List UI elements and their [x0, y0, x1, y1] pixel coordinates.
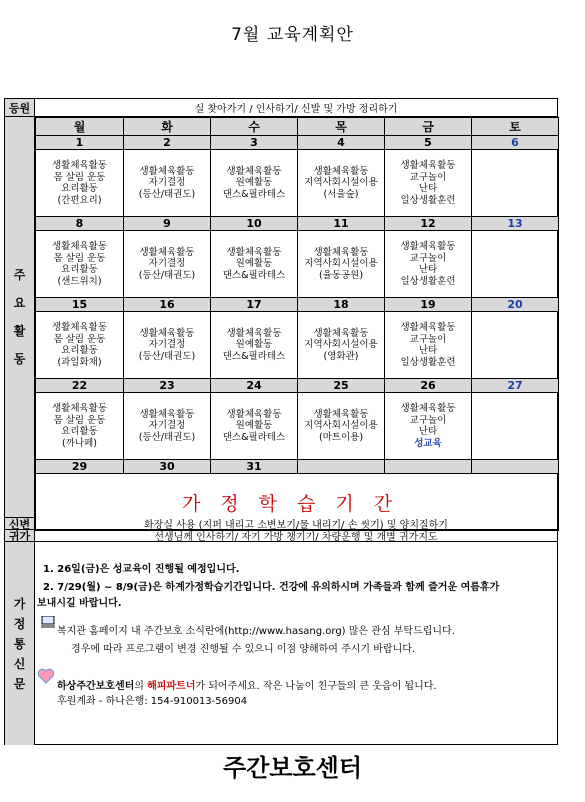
activity-line: 원예활동 — [235, 177, 273, 189]
activity-line: (율동공원) — [318, 269, 364, 281]
activity-row — [36, 393, 559, 460]
date-cell: 25 — [298, 379, 385, 393]
date-cell: 24 — [211, 379, 298, 393]
activity-line: 생활체육활동 — [139, 165, 195, 177]
newsletter-body — [35, 542, 557, 744]
activity-line: 난타 — [418, 264, 438, 275]
hygiene-label: 신변 — [5, 518, 35, 530]
activity-line: 자기결정 — [148, 177, 186, 189]
website-notice: 복지관 홈페이지 내 주간보호 소식란에(http://www.hasang.org) 많은 관심 부탁드립니다. — [57, 626, 455, 637]
activity-cell — [385, 231, 472, 298]
donation-text-2: 가 되어주세요. 작은 나눔이 친구들의 큰 웃음이 됩니다. — [195, 681, 437, 692]
newsletter-label — [5, 542, 35, 745]
date-cell: 29 — [36, 460, 124, 474]
date-cell: 26 — [385, 379, 472, 393]
activity-line: 지역사회시설이용 — [304, 258, 378, 270]
activity-line: 일상생활훈련 — [400, 275, 456, 287]
activity-line: 댄스&필라테스 — [222, 269, 286, 281]
activity-line: (서울숲) — [323, 188, 359, 200]
date-cell: 2 — [124, 136, 211, 150]
activity-line: (등산/태권도) — [138, 269, 196, 281]
label-char: 문 — [13, 676, 26, 691]
date-cell: 19 — [385, 298, 472, 312]
activity-line: 지역사회시설이용 — [304, 177, 378, 189]
activity-line: 생활체육활동 — [139, 327, 195, 339]
activity-cell — [472, 312, 559, 379]
activity-cell — [385, 312, 472, 379]
activity-line: 생활체육활동 — [51, 241, 108, 252]
heart-icon — [37, 668, 55, 687]
activity-cell — [298, 312, 385, 379]
activity-line: 일상생활훈련 — [400, 356, 456, 368]
activity-cell — [385, 150, 472, 217]
activity-line: 요리활동 — [61, 264, 98, 275]
day-header: 금 — [385, 118, 472, 136]
activity-line: 일상생활훈련 — [400, 194, 456, 206]
going-home-text: 선생님께 인사하기/ 자기 가방 챙기기/ 차량운행 및 개별 귀가지도 — [35, 530, 557, 542]
calendar — [35, 117, 559, 531]
day-header: 화 — [124, 118, 211, 136]
activity-line: 자기결정 — [148, 420, 186, 432]
activity-line: (간편요리) — [57, 194, 102, 206]
day-header: 월 — [36, 118, 124, 136]
date-cell: 9 — [124, 217, 211, 231]
activity-line: 생활체육활동 — [226, 246, 282, 258]
activity-line: 생활체육활동 — [400, 322, 456, 333]
date-cell: 3 — [211, 136, 298, 150]
date-row — [36, 298, 559, 312]
activity-line: 원예활동 — [235, 258, 273, 270]
activity-line: 요리활동 — [61, 345, 98, 356]
date-row — [36, 136, 559, 150]
activity-cell — [36, 312, 124, 379]
activity-cell — [36, 150, 124, 217]
label-char: 통 — [13, 636, 26, 651]
activity-line: 생활체육활동 — [226, 408, 282, 420]
activity-line: (과일화채) — [57, 356, 102, 368]
label-char: 요 — [13, 296, 26, 310]
activity-line: 생활체육활동 — [400, 160, 456, 171]
activity-line: 교구놀이 — [409, 252, 447, 264]
date-cell: 16 — [124, 298, 211, 312]
activity-line: 댄스&필라테스 — [222, 188, 286, 200]
activity-line: 자기결정 — [148, 339, 186, 351]
activity-line: 교구놀이 — [409, 414, 447, 426]
label-char: 활 — [13, 324, 26, 338]
activity-cell — [298, 150, 385, 217]
date-row — [36, 379, 559, 393]
activity-line: 교구놀이 — [409, 333, 447, 345]
holiday-text: 가정학습기간 — [181, 492, 413, 515]
label-char: 주 — [13, 268, 26, 282]
date-cell: 20 — [472, 298, 559, 312]
activity-cell — [36, 231, 124, 298]
activity-cell — [211, 150, 298, 217]
activity-line: (등산/태권도) — [138, 350, 196, 362]
activity-line: 생활체육활동 — [139, 246, 195, 258]
going-home-label: 귀가 — [5, 530, 35, 542]
activity-line: (마트이용) — [318, 431, 364, 443]
activity-line: 원예활동 — [235, 339, 273, 351]
activity-line: 생활체육활동 — [226, 165, 282, 177]
activity-line: 교구놀이 — [409, 171, 447, 183]
activity-line: (까나페) — [62, 437, 97, 449]
donation-account: 후원계좌 - 하나은행: 154-910013-56904 — [57, 696, 248, 707]
date-cell: 13 — [472, 217, 559, 231]
activity-line: 지역사회시설이용 — [304, 420, 378, 432]
date-cell: 27 — [472, 379, 559, 393]
date-cell: 18 — [298, 298, 385, 312]
activity-line: 생활체육활동 — [313, 408, 369, 420]
center-name: 하상주간보호센터 — [57, 681, 135, 692]
date-cell: 6 — [472, 136, 559, 150]
footer-title: 주간보호센터 — [222, 753, 363, 782]
activity-line: (등산/태권도) — [138, 431, 196, 443]
day-header: 수 — [211, 118, 298, 136]
date-cell: 12 — [385, 217, 472, 231]
label-char: 가 — [13, 596, 26, 611]
activity-line: 요리활동 — [61, 426, 98, 437]
activity-line: (샌드위치) — [57, 275, 102, 287]
arrival-text: 실 찾아가기 / 인사하기/ 신발 및 가방 정리하기 — [35, 99, 557, 117]
activity-line: 난타 — [418, 345, 438, 356]
activity-line: 원예활동 — [235, 420, 273, 432]
activity-line: 생활체육활동 — [51, 322, 108, 333]
hygiene-text: 화장실 사용 (지퍼 내리고 소변보기/물 내리기/ 손 씻기) 및 양치질하기 — [35, 518, 557, 530]
activity-line: 생활체육활동 — [400, 403, 456, 414]
activity-line: 생활체육활동 — [313, 165, 369, 177]
activity-line: 생활체육활동 — [51, 403, 108, 414]
activity-row — [36, 150, 559, 217]
activity-line: 난타 — [418, 183, 438, 194]
activity-line: 댄스&필라테스 — [222, 431, 286, 443]
date-cell: 4 — [298, 136, 385, 150]
activity-cell — [124, 312, 211, 379]
activity-cell — [124, 231, 211, 298]
day-header: 목 — [298, 118, 385, 136]
day-header: 토 — [472, 118, 559, 136]
activity-cell — [298, 231, 385, 298]
activity-cell — [124, 150, 211, 217]
schedule-notice: 경우에 따라 프로그램이 변경 진행될 수 있으니 이점 양해하여 주시기 바랍니다. — [71, 644, 416, 655]
date-cell: 17 — [211, 298, 298, 312]
special-event: 성교육 — [414, 437, 442, 449]
activity-cell — [211, 393, 298, 460]
date-cell: 15 — [36, 298, 124, 312]
label-char: 신 — [13, 656, 26, 671]
activity-cell — [36, 393, 124, 460]
label-char: 동 — [13, 352, 26, 366]
date-cell: 1 — [36, 136, 124, 150]
computer-icon — [41, 616, 55, 631]
activity-row — [36, 231, 559, 298]
label-char: 정 — [13, 616, 26, 631]
day-header-row — [36, 118, 559, 136]
date-cell: 11 — [298, 217, 385, 231]
activity-line: 생활체육활동 — [226, 327, 282, 339]
date-cell: 22 — [36, 379, 124, 393]
activity-cell — [472, 231, 559, 298]
activity-line: 자기결정 — [148, 258, 186, 270]
date-cell: 5 — [385, 136, 472, 150]
activity-line: 생활체육활동 — [313, 327, 369, 339]
donation-notice — [57, 677, 437, 692]
date-row — [36, 460, 559, 474]
activity-line: 지역사회시설이용 — [304, 339, 378, 351]
activity-line: 생활체육활동 — [139, 408, 195, 420]
activity-cell — [211, 231, 298, 298]
date-cell: 8 — [36, 217, 124, 231]
date-cell: 23 — [124, 379, 211, 393]
donation-text: 의 — [134, 681, 148, 692]
arrival-label: 등원 — [5, 99, 35, 117]
date-cell: 10 — [211, 217, 298, 231]
plan-table — [4, 98, 558, 745]
activity-line: 댄스&필라테스 — [222, 350, 286, 362]
activity-line: 몸 살림 운동 — [53, 333, 106, 345]
activity-cell — [298, 393, 385, 460]
activity-cell — [211, 312, 298, 379]
activity-line: 생활체육활동 — [400, 241, 456, 252]
activity-line: 생활체육활동 — [313, 246, 369, 258]
date-cell: 30 — [124, 460, 211, 474]
activity-row — [36, 312, 559, 379]
activity-cell — [472, 393, 559, 460]
activity-line: 몸 살림 운동 — [53, 252, 106, 264]
happy-partner: 해피파트너 — [147, 681, 196, 692]
main-activities-label — [5, 117, 35, 518]
activity-line: 몸 살림 운동 — [53, 414, 106, 426]
activity-cell — [472, 150, 559, 217]
notice-item-2: 2. 7/29(월) ~ 8/9(금)은 하계가정학습기간입니다. 건강에 유의하시며 가족들과 함께 즐거운 여름휴가 — [43, 582, 500, 593]
activity-line: 몸 살림 운동 — [53, 171, 106, 183]
activity-line: 생활체육활동 — [51, 160, 108, 171]
activity-cell — [124, 393, 211, 460]
activity-line: (등산/태권도) — [138, 188, 196, 200]
notice-item-2-cont: 보내시길 바랍니다. — [37, 598, 122, 609]
date-cell: 31 — [211, 460, 298, 474]
date-row — [36, 217, 559, 231]
activity-line: (영화관) — [323, 350, 359, 362]
activity-line: 요리활동 — [61, 183, 98, 194]
activity-line: 난타 — [418, 426, 438, 437]
notice-item-1: 1. 26일(금)은 성교육이 진행될 예정입니다. — [43, 564, 240, 575]
page-title: 7월 교육계획안 — [231, 25, 354, 45]
activity-cell — [385, 393, 472, 460]
